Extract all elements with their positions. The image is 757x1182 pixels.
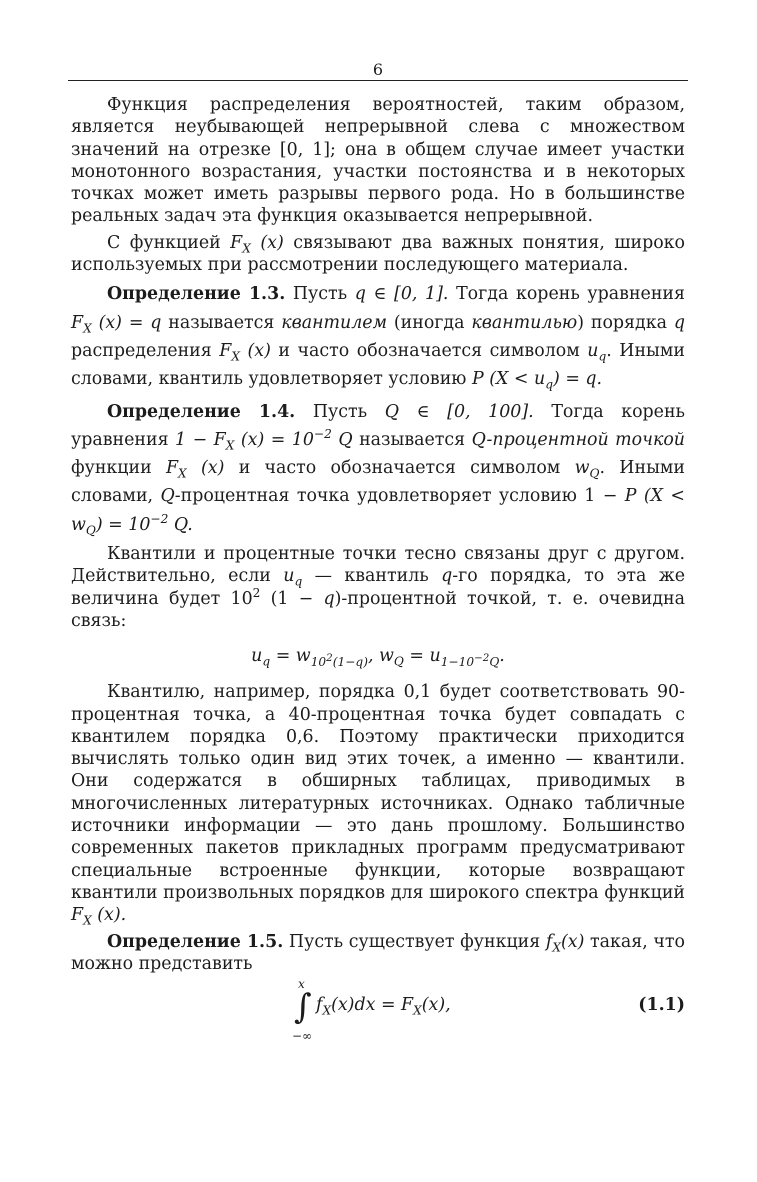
integral-upper-limit: x [298, 977, 305, 992]
header-rule [68, 80, 688, 81]
term-quantile: квантилем [281, 312, 387, 333]
definition-1-3: Определение 1.3. Пусть q ∈ [0, 1]. Тогда корень уравнения $F_X$ (x) = q называется квантилем (иногда квантилью) порядка q распределения $F_X$ (x) и часто обозначается символом $u_q$. Иными словами, квантиль удовлетворяет условию P $(X < u_q) = q$. [71, 284, 686, 392]
term-percent-point: Q-процентной точкой [471, 429, 686, 450]
integral-sign: ∫ [294, 987, 312, 1028]
definition-1-4: Определение 1.4. Пусть Q ∈ [0, 100]. Тогда корень уравнения $1 - F_X$ $(x) = 10^{-2}$ Q называется Q-процентной точкой функции $F_X$ (x) и часто обозначается символом $w_Q$. Иными словами, Q-процентная точка удовлетворяет условию 1 − P $(X < w_Q) = 10^{-2}$ Q. [71, 401, 686, 538]
definition-label: Определение 1.3. [107, 284, 286, 305]
definition-label: Определение 1.4. [107, 401, 296, 422]
integral-expression: $f_X(x)dx = F_X(x)$, [316, 995, 451, 1018]
paragraph-quantile-relation: Квантили и процентные точки тесно связаны друг с другом. Действительно, если $u_q$ — квантиль q-го порядка, то эта же величина будет $10^2$ (1 − q)-процентной точкой, т. е. очевидна связь: [71, 544, 686, 631]
equation-number: (1.1) [638, 995, 685, 1016]
page-number: 6 [372, 60, 384, 79]
page-body [71, 94, 685, 1047]
formula-1-1 [71, 977, 685, 1047]
formula-quantile-percent: $u_q = w_{10^2(1-q)}$, $w_Q = u_{1-10^{-2}Q}$. [251, 646, 505, 669]
paragraph-quantile-tables: Квантилю, например, порядка 0,1 будет соответствовать 90-процентная точка, а 40-процентная точка будет совпадать с квантилем порядка 0,6. Поэтому практически приходится вычислять только один вид этих точек, а именно — квантили. Они содержатся в обширных таблицах, приводимых в многочисленных литературных источниках. Однако табличные источники информации — это дань прошлому. Большинство современных пакетов прикладных программ предусматривают специальные встроенные функции, которые возвращают квантили произвольных порядков для широкого спектра функций $F_X$ (x). [71, 682, 685, 928]
integral-lower-limit: −∞ [292, 1029, 313, 1044]
paragraph-two-concepts: С функцией $F_X$ (x) связывают два важных понятия, широко используемых при рассмотрении последующего материала. [71, 232, 686, 276]
definition-label: Определение 1.5. [107, 931, 284, 952]
paragraph-distribution-function: Функция распределения вероятностей, таким образом, является неубывающей непрерывной слева с множеством значений на отрезке [0, 1]; она в общем случае имеет участки монотонного возрастания, участки постоянства и в некоторых точках может иметь разрывы первого рода. Но в большинстве реальных задач эта функция оказывается непрерывной. [71, 95, 685, 227]
definition-1-5: Определение 1.5. Пусть существует функция $f_X(x)$ такая, что можно представить [71, 931, 685, 974]
